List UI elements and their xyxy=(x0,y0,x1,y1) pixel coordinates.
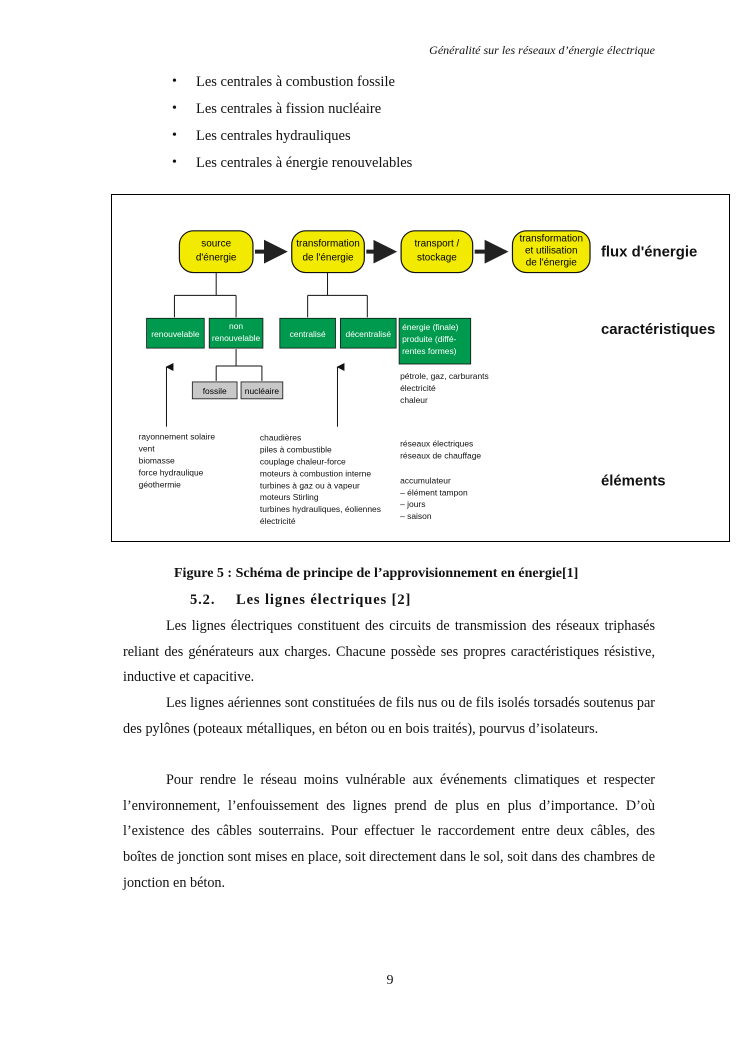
diagram-canvas xyxy=(112,195,729,541)
flow-node-source xyxy=(179,231,253,273)
final-form-item: électricité xyxy=(400,382,436,393)
element-item: – saison xyxy=(400,511,432,522)
bullet-item: • Les centrales hydrauliques xyxy=(172,126,412,153)
page-number: 9 xyxy=(386,973,394,988)
element-item: force hydraulique xyxy=(138,467,204,478)
element-item: – jours xyxy=(400,499,426,510)
section-title: Les lignes électriques [2] xyxy=(236,592,412,608)
element-item: chaudières xyxy=(259,432,302,443)
element-item: couplage chaleur-force xyxy=(259,456,346,467)
flow-node-utilisation-line: transformation xyxy=(519,233,584,245)
char-renouvelable-label: renouvelable xyxy=(151,329,200,340)
row-label-caracteristiques: caractéristiques xyxy=(600,322,716,339)
element-item: turbines à gaz ou à vapeur xyxy=(259,480,360,491)
flow-node-transport xyxy=(401,231,473,273)
element-item: moteurs à combustion interne xyxy=(259,468,372,479)
final-forms-list xyxy=(400,371,489,405)
element-item: réseaux de chauffage xyxy=(400,450,482,461)
bullet-item: • Les centrales à combustion fossile xyxy=(172,72,412,99)
final-form-item: chaleur xyxy=(400,394,428,405)
element-item: électricité xyxy=(259,516,296,527)
flow-node-transformation xyxy=(292,231,365,273)
connector-non-renouvelable xyxy=(216,349,262,381)
char-nucleaire xyxy=(241,382,283,399)
elements-sources xyxy=(139,432,216,490)
element-item: rayonnement solaire xyxy=(138,431,216,442)
element-item: – élément tampon xyxy=(400,487,468,498)
section-number: 5.2. xyxy=(190,592,216,608)
char-fossile-label: fossile xyxy=(202,385,227,396)
paragraph: Les lignes électriques constituent des circuits de transmission des réseaux triphasés reliant des générateurs aux charges. Chacune possède ses propres caractéristiques résistive, inductive et capacitive. xyxy=(123,618,655,686)
flow-node-transport-line: transport / xyxy=(414,238,460,250)
running-header: Généralité sur les réseaux d’énergie électrique xyxy=(429,43,655,57)
flow-node-source-line: d'énergie xyxy=(195,252,237,264)
char-fossile xyxy=(192,382,237,399)
flow-node-transformation-line: transformation xyxy=(296,238,360,250)
char-decentralise-label: décentralisé xyxy=(345,329,392,340)
flow-node-transport-line: stockage xyxy=(417,252,457,264)
connector-transformation xyxy=(308,273,368,318)
connector-source xyxy=(174,273,236,318)
element-item: moteurs Stirling xyxy=(259,492,319,503)
element-item: géothermie xyxy=(138,479,181,490)
char-non-renouvelable-line: renouvelable xyxy=(211,333,261,344)
section-heading xyxy=(190,592,411,609)
char-non-renouvelable xyxy=(209,318,263,348)
flow-node-source-line: source xyxy=(201,238,232,250)
char-nucleaire-label: nucléaire xyxy=(244,385,280,396)
char-centralise xyxy=(280,318,336,348)
paragraph: Les lignes aériennes sont constituées de fils nus ou de fils isolés torsadés soutenus par des pylônes (poteaux métalliques, en béton ou en bois traités), pourvus d’isolateurs. xyxy=(123,695,655,737)
element-item: biomasse xyxy=(138,455,175,466)
row-label-elements: éléments xyxy=(600,473,666,490)
flow-node-transformation-line: de l'énergie xyxy=(302,252,354,264)
char-energie-finale-line: énergie (finale) xyxy=(402,322,459,333)
flow-node-utilisation xyxy=(512,231,590,273)
char-decentralise xyxy=(340,318,396,348)
char-centralise-label: centralisé xyxy=(289,329,326,340)
element-item: réseaux électriques xyxy=(400,438,474,449)
final-form-item: pétrole, gaz, carburants xyxy=(400,370,489,381)
flow-node-utilisation-line: de l'énergie xyxy=(525,257,577,269)
bullet-item: • Les centrales à énergie renouvelables xyxy=(172,153,412,180)
element-item: turbines hydrauliques, éoliennes xyxy=(259,504,381,515)
row-label-flux: flux d'énergie xyxy=(600,244,698,261)
char-energie-finale xyxy=(399,318,471,364)
paragraph: Pour rendre le réseau moins vulnérable aux événements climatiques et respecter l’environnement, l’enfouissement des lignes prend de plus en plus d’importance. D’où l’existence des câbles souterrains. Pour effectuer le raccordement entre deux câbles, des boîtes de jonction sont mises en place, soit directement dans le sol, soit dans des chambres de jonction en béton. xyxy=(123,772,655,891)
element-item: accumulateur xyxy=(400,475,451,486)
energy-supply-diagram xyxy=(111,194,730,542)
elements-storage xyxy=(400,475,468,521)
bullet-item: • Les centrales à fission nucléaire xyxy=(172,99,412,126)
char-renouvelable xyxy=(147,318,205,348)
elements-transformation xyxy=(260,433,381,527)
flow-node-utilisation-line: et utilisation xyxy=(525,245,578,257)
char-energie-finale-line: rentes formes) xyxy=(402,346,457,357)
char-non-renouvelable-line: non xyxy=(229,321,244,332)
elements-transport xyxy=(400,439,481,461)
element-item: vent xyxy=(138,443,155,454)
element-item: piles à combustible xyxy=(259,444,332,455)
bullet-list xyxy=(172,72,412,180)
char-energie-finale-line: produite (diffé- xyxy=(402,334,457,345)
figure-caption: Figure 5 : Schéma de principe de l’approvisionnement en énergie[1] xyxy=(174,566,579,581)
